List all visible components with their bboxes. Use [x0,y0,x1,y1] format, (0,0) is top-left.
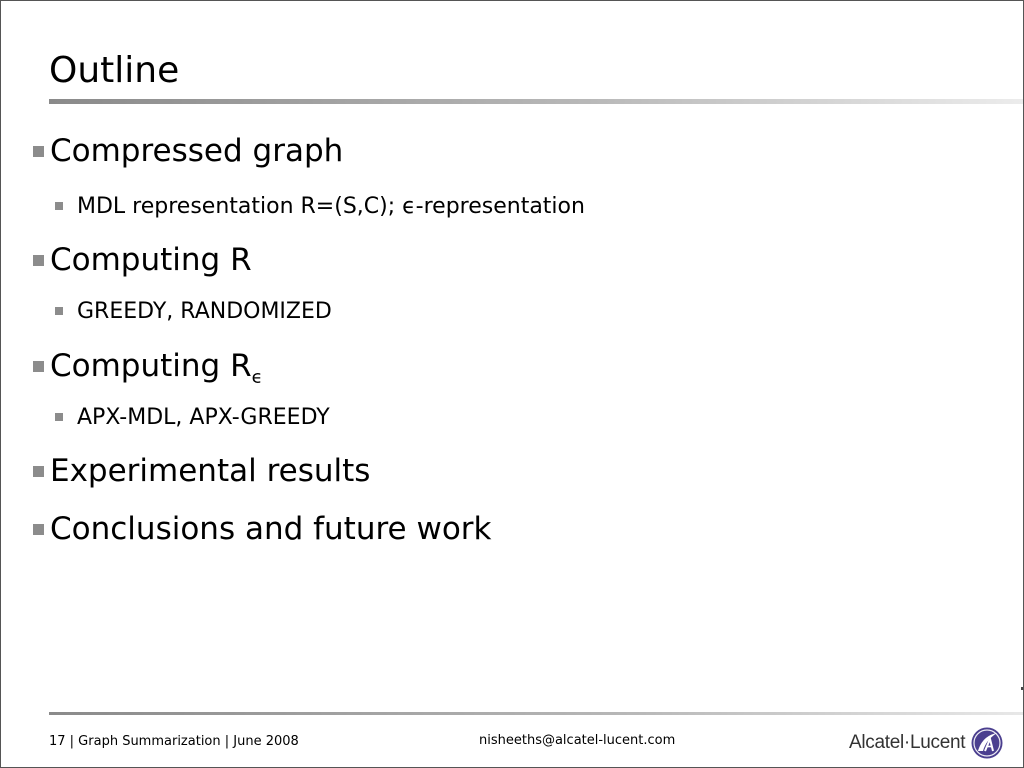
footer-slide-info: 17 | Graph Summarization | June 2008 [49,734,299,749]
epsilon-subscript: ϵ [251,367,263,388]
outline-subitem-text: APX-MDL, APX-GREEDY [77,405,330,430]
edge-mark [1021,687,1023,690]
alcatel-lucent-logo-icon [971,727,1003,759]
outline-item-text: Computing R [50,242,252,278]
square-bullet-icon [55,307,63,315]
logo-wordmark: Alcatel·Lucent [849,732,966,753]
footer-divider [49,712,1024,715]
outline-subitem-text: GREEDY, RANDOMIZED [77,299,332,324]
outline-item-text: Conclusions and future work [50,511,492,547]
square-bullet-icon [33,255,44,266]
square-bullet-icon [55,413,63,421]
outline-item-main-text: Computing R [50,348,252,384]
outline-subitem-text: MDL representation R=(S,C); ϵ-representation [77,194,585,219]
square-bullet-icon [33,361,44,372]
outline-item-text: Experimental results [50,453,371,489]
slide-title: Outline [49,50,180,91]
footer-email: nisheeths@alcatel-lucent.com [479,733,676,748]
square-bullet-icon [33,466,44,477]
company-logo [849,725,1003,761]
square-bullet-icon [33,524,44,535]
square-bullet-icon [33,146,44,157]
outline-item-text [50,346,263,398]
square-bullet-icon [55,202,63,210]
title-divider [49,99,1024,104]
outline-item-text: Compressed graph [50,133,344,169]
